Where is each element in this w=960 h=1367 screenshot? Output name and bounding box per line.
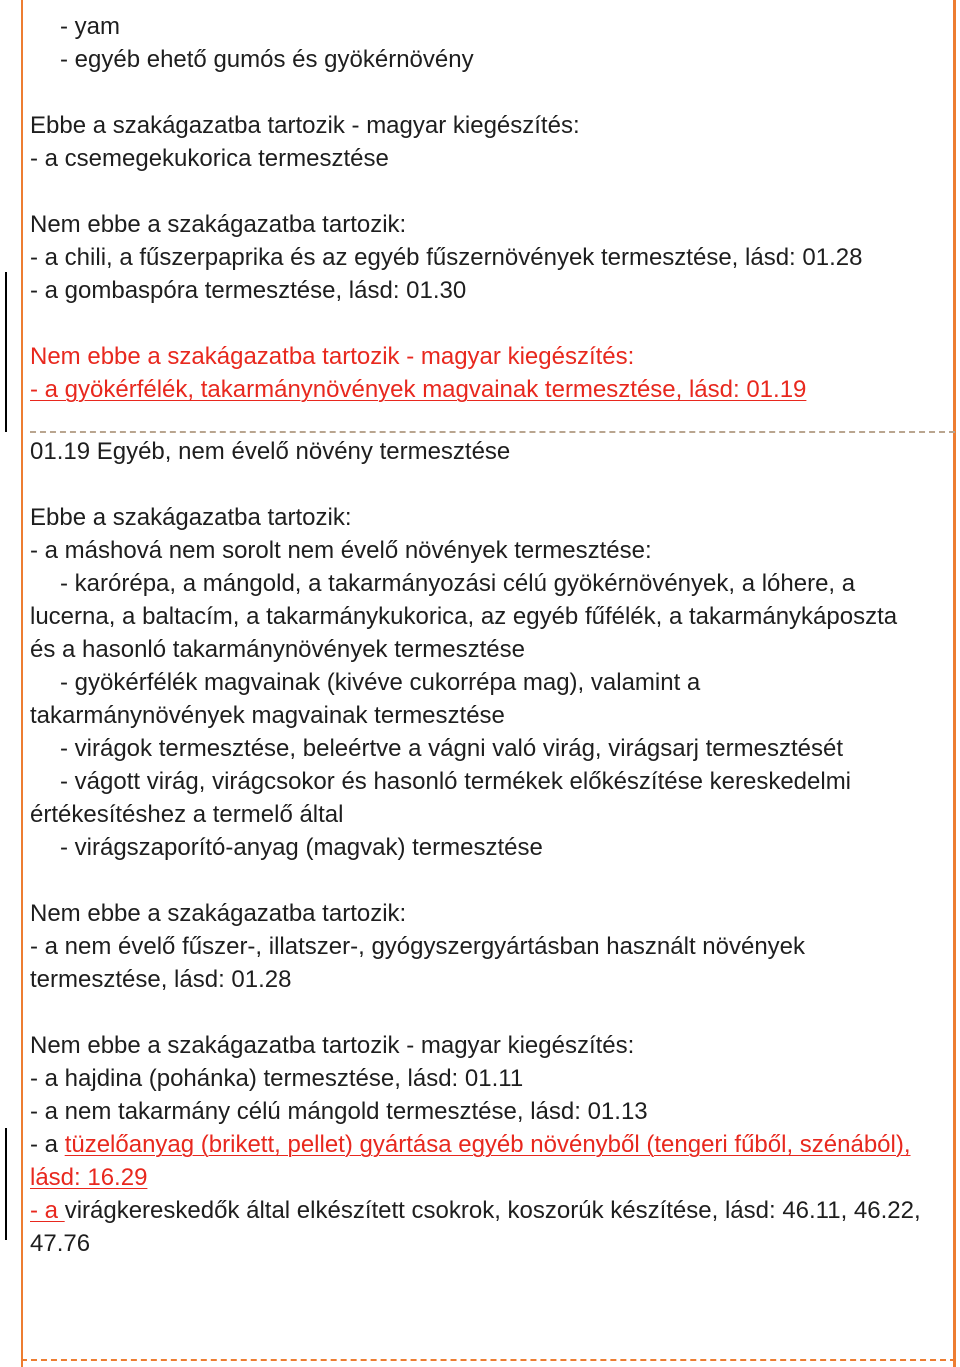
excluded-hu-section [30, 1029, 955, 1260]
revised-text: - a [30, 1197, 65, 1224]
excluded-hu-section-revised [30, 340, 955, 406]
list-item: - a csemegekukorica termesztése [30, 145, 389, 172]
list-item-prefix: - a [30, 1131, 65, 1158]
section-heading: Nem ebbe a szakágazatba tartozik - magyar kiegészítés: [30, 343, 635, 370]
sub-item-line: - virágok termesztése, beleértve a vágni való virág, virágsarj termesztését [60, 735, 843, 762]
list-item-line: 47.76 [30, 1230, 91, 1257]
list-item: - egyéb ehető gumós és gyökérnövény [60, 46, 474, 73]
revised-text: tüzelőanyag (brikett, pellet) gyártása egyéb növényből (tengeri fűből, szénából), [64, 1131, 911, 1158]
sub-item [30, 666, 955, 732]
revised-text: - a gyökérfélék, takarmánynövények magvainak termesztése, lásd: 01.19 [30, 376, 807, 403]
sub-item-line: - karórépa, a mángold, a takarmányozási célú gyökérnövények, a lóhere, a [60, 570, 856, 597]
sub-item [30, 567, 955, 666]
list-item-line [30, 1128, 955, 1161]
list-item: - a gombaspóra termesztése, lásd: 01.30 [30, 277, 467, 304]
list-item-line [30, 1194, 955, 1227]
list-item: - a nem takarmány célú mángold termesztése, lásd: 01.13 [30, 1098, 648, 1125]
sub-item-line: - virágszaporító-anyag (magvak) termesztése [60, 834, 543, 861]
list-item: - a hajdina (pohánka) termesztése, lásd: 01.11 [30, 1065, 524, 1092]
sub-item-line: és a hasonló takarmánynövények termesztése [30, 636, 525, 663]
list-item-text: virágkereskedők által elkészített csokrok, koszorúk készítése, lásd: 46.11, 46.22, [64, 1197, 921, 1224]
sub-item-line: - gyökérfélék magvainak (kivéve cukorrépa mag), valamint a [60, 669, 701, 696]
class-title: 01.19 Egyéb, nem évelő növény termesztése [30, 438, 511, 465]
list-item [30, 373, 955, 406]
section-heading: Nem ebbe a szakágazatba tartozik: [30, 211, 407, 238]
revised-text: lásd: 16.29 [30, 1164, 148, 1191]
sub-item [30, 831, 955, 864]
list-item-line: - a nem évelő fűszer-, illatszer-, gyógyszergyártásban használt növények [30, 933, 806, 960]
sub-item-line: takarmánynövények magvainak termesztése [30, 702, 505, 729]
document-body [30, 10, 955, 1260]
section-heading: Ebbe a szakágazatba tartozik - magyar kiegészítés: [30, 112, 580, 139]
section-break [30, 406, 955, 435]
sub-item [30, 732, 955, 765]
included-hu-section [30, 109, 955, 175]
continued-list [30, 10, 955, 76]
revision-bar [5, 1128, 7, 1240]
sub-item [30, 765, 955, 831]
sub-item-line: értékesítéshez a termelő által [30, 801, 344, 828]
list-item: - a máshová nem sorolt nem évelő növények termesztése: [30, 537, 652, 564]
section-break-line [30, 431, 955, 433]
revision-bar [5, 272, 7, 432]
page-border-left [21, 0, 23, 1367]
list-item: - a chili, a fűszerpaprika és az egyéb fűszernövények termesztése, lásd: 01.28 [30, 244, 863, 271]
sub-item-line: - vágott virág, virágcsokor és hasonló termékek előkészítése kereskedelmi [60, 768, 852, 795]
list-item: - yam [60, 13, 120, 40]
sub-item-line: lucerna, a baltacím, a takarmánykukorica, az egyéb fűfélék, a takarmánykáposzta [30, 603, 898, 630]
section-heading: Ebbe a szakágazatba tartozik: [30, 504, 352, 531]
list-item-line [30, 1161, 955, 1194]
included-section [30, 501, 955, 864]
list-item-line: termesztése, lásd: 01.28 [30, 966, 292, 993]
section-heading: Nem ebbe a szakágazatba tartozik - magyar kiegészítés: [30, 1032, 635, 1059]
page-border-bottom [21, 1359, 956, 1361]
excluded-section [30, 897, 955, 996]
section-heading: Nem ebbe a szakágazatba tartozik: [30, 900, 407, 927]
excluded-section [30, 208, 955, 307]
